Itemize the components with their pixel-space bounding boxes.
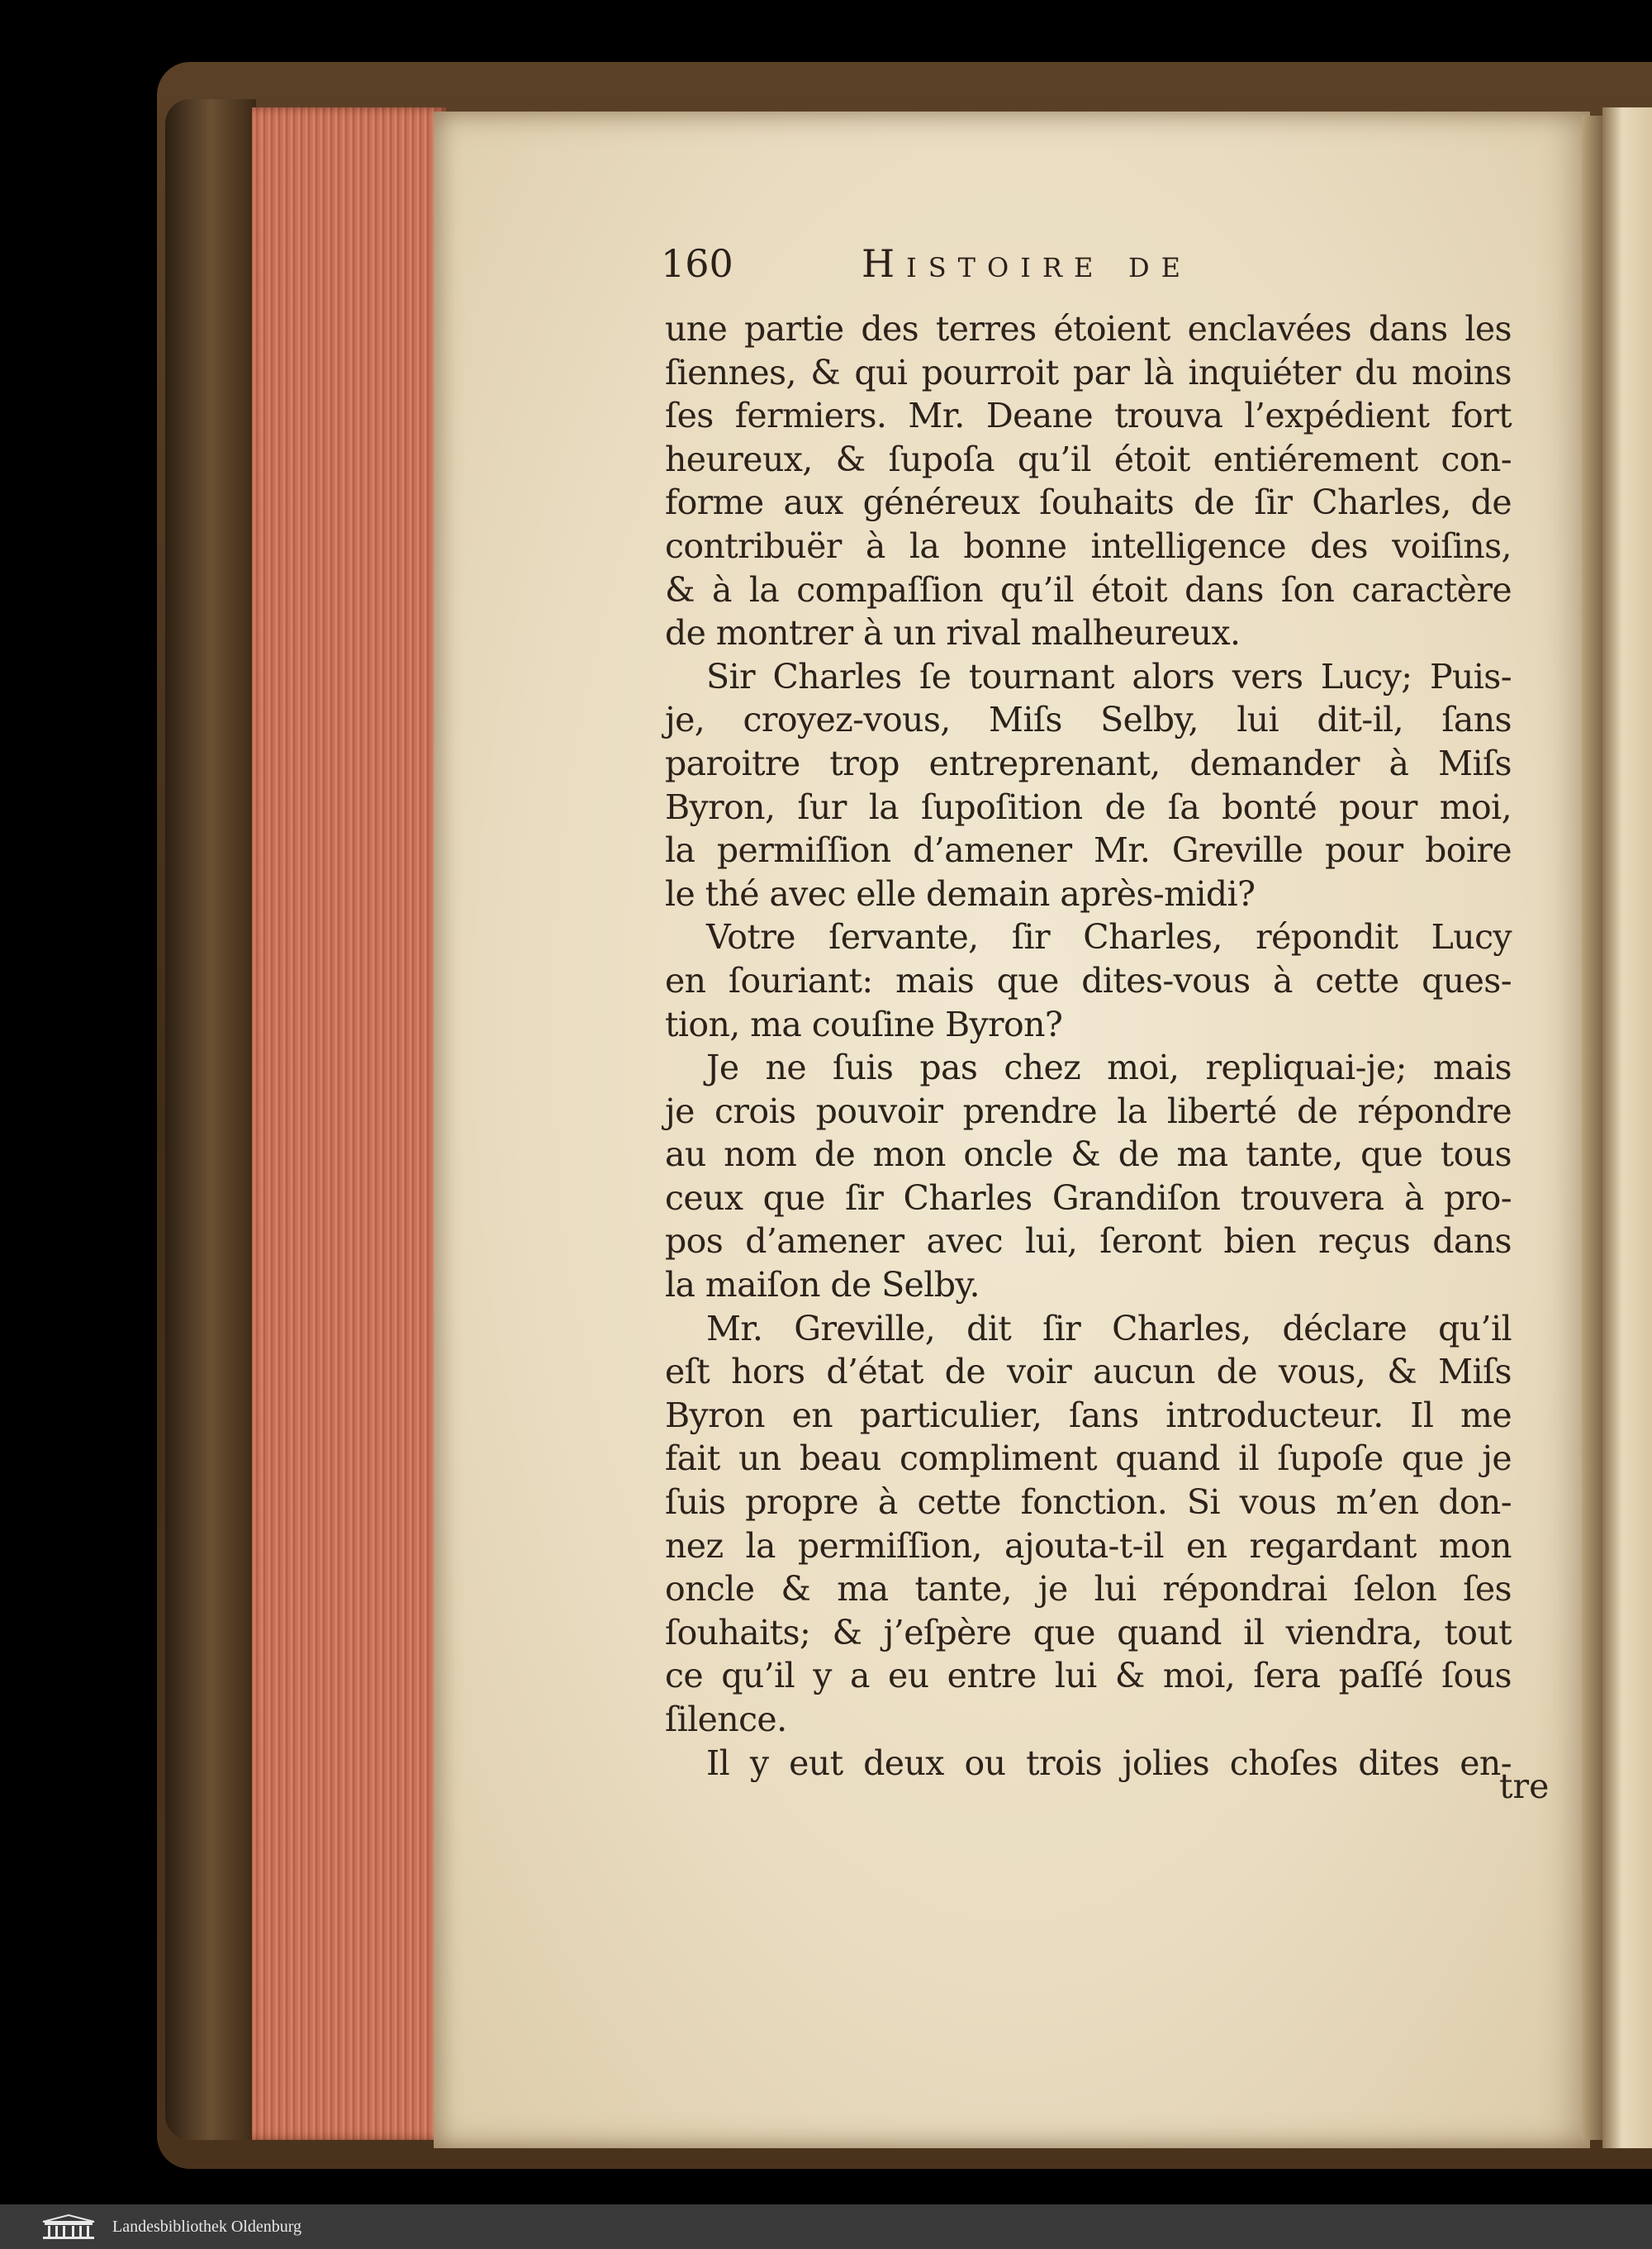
text-line: ſouhaits; & j’eſpère que quand il viendra, tout — [665, 1612, 1512, 1652]
text-line: ſes fermiers. Mr. Deane trouva l’expédient fort — [665, 396, 1512, 436]
text-line: Je ne ſuis pas chez moi, repliquai-je; mais — [706, 1048, 1512, 1088]
text-line: Sir Charles ſe tournant alors vers Lucy; Puis- — [706, 656, 1512, 697]
text-line: je crois pouvoir prendre la liberté de répondre — [665, 1091, 1512, 1131]
text-line: heureux, & ſupoſa qu’il étoit entiérement con- — [665, 439, 1512, 479]
text-line: eſt hors d’état de voir aucun de vous, & Miſs — [665, 1352, 1512, 1392]
page-fore-edge — [252, 107, 446, 2140]
running-head — [661, 241, 1487, 291]
text-line: ceux que ſir Charles Grandiſon trouvera à pro- — [665, 1177, 1512, 1218]
text-line: Il y eut deux ou trois jolies choſes dites en- — [706, 1743, 1512, 1783]
text-line: Byron en particulier, ſans introducteur. Il me — [665, 1395, 1512, 1435]
text-line: Votre ſervante, ſir Charles, répondit Lucy — [706, 917, 1512, 958]
library-building-icon — [40, 2213, 97, 2240]
text-line: le thé avec elle demain après-midi? — [665, 873, 1256, 914]
text-line: tion, ma couſine Byron? — [665, 1004, 1063, 1044]
footer-bar — [0, 2204, 1652, 2249]
text-line: une partie des terres étoient enclavées dans les — [665, 309, 1512, 349]
text-line: pos d’amener avec lui, ſeront bien reçus dans — [665, 1221, 1512, 1262]
text-line: ce qu’il y a eu entre lui & moi, ſera paſſé ſous — [665, 1656, 1512, 1696]
text-line: je, croyez-vous, Miſs Selby, lui dit-il, ſans — [665, 700, 1512, 740]
text-line: au nom de mon oncle & de ma tante, que tous — [665, 1134, 1512, 1175]
catchword: tre — [1499, 1766, 1550, 1806]
text-line: paroitre trop entreprenant, demander à Miſs — [665, 743, 1512, 783]
library-label: Landesbibliothek Oldenburg — [112, 2217, 302, 2236]
text-line: de montrer à un rival malheureux. — [665, 613, 1241, 654]
text-line: ſiennes, & qui pourroit par là inquiéter du moins — [665, 352, 1512, 392]
text-line: & à la compaſſion qu’il étoit dans ſon caractère — [665, 569, 1512, 610]
text-line: Mr. Greville, dit ſir Charles, déclare qu’il — [706, 1308, 1512, 1348]
text-line: forme aux généreux ſouhaits de ſir Charles, de — [665, 483, 1512, 523]
page-number: 160 — [661, 241, 733, 286]
text-line: la permiſſion d’amener Mr. Greville pour boire — [665, 830, 1512, 871]
text-line: ſilence. — [665, 1700, 787, 1739]
text-line: en ſouriant: mais que dites-vous à cette ques- — [665, 960, 1512, 1001]
running-title: Histoire de — [862, 241, 1192, 286]
facing-page-edge — [1602, 107, 1652, 2148]
text-line: fait un beau compliment quand il ſupoſe que je — [665, 1438, 1512, 1479]
text-line: la maiſon de Selby. — [665, 1265, 980, 1305]
page-text — [665, 307, 1512, 1785]
book-spine-edge — [165, 99, 256, 2140]
text-line: ſuis propre à cette fonction. Si vous m’en don- — [665, 1482, 1512, 1523]
text-line: nez la permiſſion, ajouta-t-il en regardant mon — [665, 1525, 1512, 1566]
text-line: Byron, ſur la ſupoſition de ſa bonté pour moi, — [665, 787, 1512, 827]
text-line: contribuër à la bonne intelligence des voiſins, — [665, 525, 1512, 566]
text-line: oncle & ma tante, je lui répondrai ſelon ſes — [665, 1569, 1512, 1609]
